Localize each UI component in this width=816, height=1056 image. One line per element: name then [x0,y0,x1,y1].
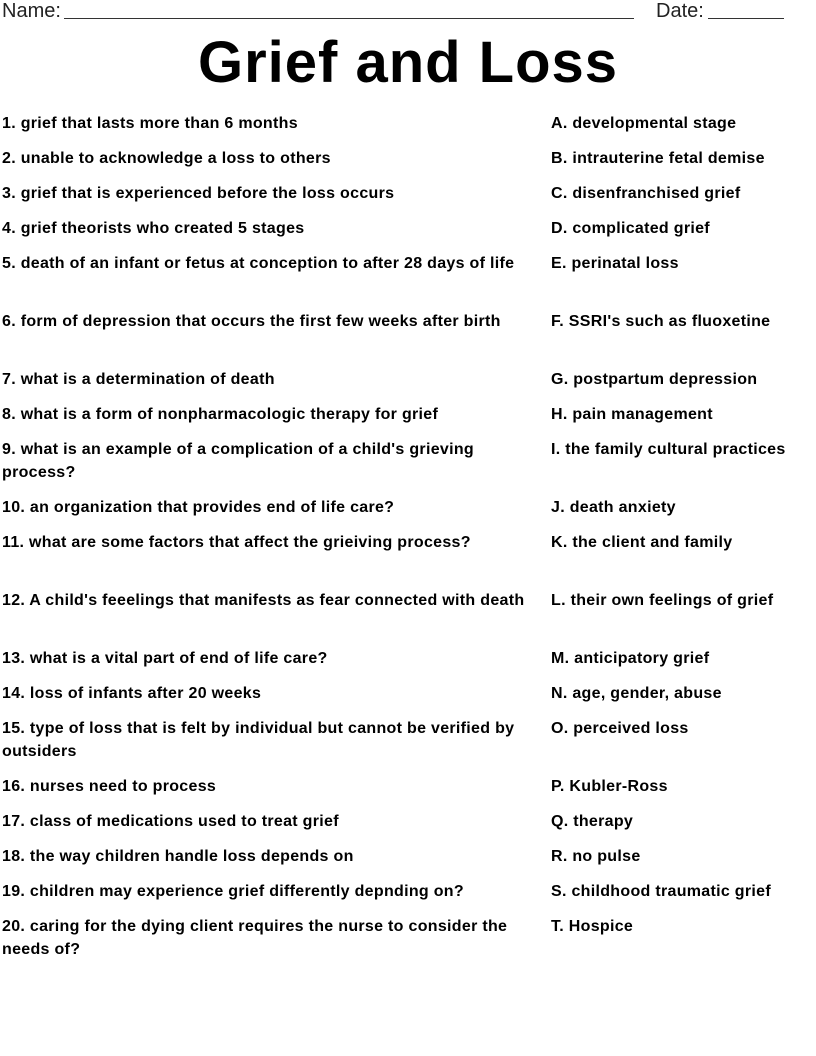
answer-option: B. intrauterine fetal demise [551,150,765,167]
answer-option: O. perceived loss [551,720,689,737]
answer-option: I. the family cultural practices [551,441,786,458]
question-text: 10. an organization that provides end of life care? [2,499,395,516]
answer-option: H. pain management [551,406,713,423]
question-text: 11. what are some factors that affect the grieiving process? [2,534,471,551]
question-text: 8. what is a form of nonpharmacologic therapy for grief [2,406,439,423]
matching-row [0,183,816,218]
answer-option: T. Hospice [551,918,634,935]
question-text: 15. type of loss that is felt by individual but cannot be verified by outsiders [2,720,515,760]
matching-row [0,404,816,439]
matching-row [0,439,816,497]
question-text: 2. unable to acknowledge a loss to others [2,150,331,167]
answer-option: L. their own feelings of grief [551,592,774,609]
matching-row [0,846,816,881]
matching-row [0,718,816,776]
matching-row [0,148,816,183]
answer-option: C. disenfranchised grief [551,185,741,202]
question-text: 7. what is a determination of death [2,371,275,388]
matching-row [0,532,816,590]
answer-option: N. age, gender, abuse [551,685,722,702]
answer-option: S. childhood traumatic grief [551,883,771,900]
question-text: 9. what is an example of a complication of a child's grieving process? [2,441,474,481]
matching-row [0,776,816,811]
matching-row [0,811,816,846]
answer-option: A. developmental stage [551,115,737,132]
answer-option: G. postpartum depression [551,371,758,388]
answer-option: E. perinatal loss [551,255,679,272]
question-text: 5. death of an infant or fetus at conception to after 28 days of life [2,255,515,272]
date-write-line [708,18,784,19]
answer-option: J. death anxiety [551,499,676,516]
name-label: Name: [2,0,61,22]
answer-option: D. complicated grief [551,220,710,237]
answer-option: P. Kubler-Ross [551,778,668,795]
name-write-line [64,18,634,19]
date-label: Date: [656,0,704,22]
answer-option: F. SSRI's such as fluoxetine [551,313,771,330]
matching-row [0,916,816,974]
question-text: 13. what is a vital part of end of life care? [2,650,328,667]
matching-row [0,497,816,532]
matching-row [0,253,816,311]
question-text: 20. caring for the dying client requires the nurse to consider the needs of? [2,918,508,958]
question-text: 19. children may experience grief differently depnding on? [2,883,464,900]
answer-option: M. anticipatory grief [551,650,710,667]
matching-list [0,113,816,974]
question-text: 18. the way children handle loss depends on [2,848,354,865]
matching-row [0,311,816,369]
matching-row [0,113,816,148]
matching-row [0,590,816,648]
answer-option: R. no pulse [551,848,641,865]
matching-row [0,683,816,718]
matching-row [0,369,816,404]
matching-row [0,648,816,683]
question-text: 1. grief that lasts more than 6 months [2,115,298,132]
matching-row [0,218,816,253]
answer-option: Q. therapy [551,813,634,830]
matching-row [0,881,816,916]
question-text: 16. nurses need to process [2,778,217,795]
question-text: 14. loss of infants after 20 weeks [2,685,262,702]
answer-option: K. the client and family [551,534,733,551]
page-title: Grief and Loss [197,30,619,95]
question-text: 4. grief theorists who created 5 stages [2,220,305,237]
question-text: 6. form of depression that occurs the first few weeks after birth [2,313,501,330]
question-text: 17. class of medications used to treat grief [2,813,339,830]
header [0,0,816,24]
question-text: 3. grief that is experienced before the loss occurs [2,185,395,202]
question-text: 12. A child's feeelings that manifests as fear connected with death [2,592,525,609]
